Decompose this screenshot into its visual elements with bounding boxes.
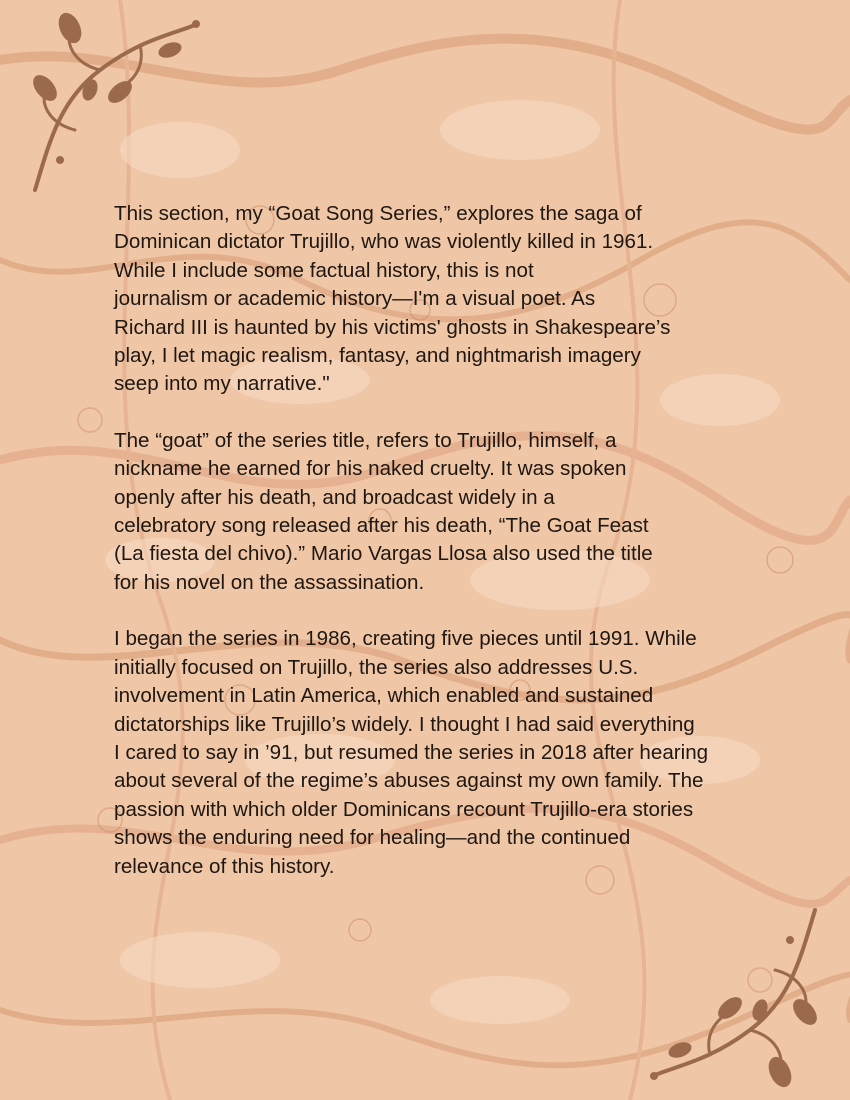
body-text: [114, 200, 794, 909]
floral-scroll-icon: [20, 10, 220, 210]
paragraph-goat-title: The “goat” of the series title, refers to Trujillo, himself, a nickname he earned for his naked cruelty. It was spoken openly after his death, and broadcast widely in a celebratory song released after his death, “The Goat Feast (La fiesta del chivo).” Mario Vargas Llosa also used the title for his novel on the assassination.: [114, 428, 653, 594]
paragraph-series-history: I began the series in 1986, creating five pieces until 1991. While initially focused on Trujillo, the series also addresses U.S. involvement in Latin America, which enabled and sustained dictatorships like Trujillo’s widely. I thought I had said everything I cared to say in ’91, but resumed the series in 2018 after hearing about several of the regime’s abuses against my own family. The passion with which older Dominicans recount Trujillo-era stories shows the enduring need for healing—and the continued relevance of this history.: [114, 627, 709, 878]
paragraph-intro: This section, my “Goat Song Series,” explores the saga of Dominican dictator Trujillo, who was violently killed in 1961. While I include some factual history, this is not journalism or academic history—I'm a visual poet. As Richard III is haunted by his victims' ghosts in Shakespeare’s play, I let magic realism, fantasy, and nightmarish imagery seep into my narrative.": [114, 202, 671, 396]
floral-scroll-icon: [630, 890, 830, 1090]
